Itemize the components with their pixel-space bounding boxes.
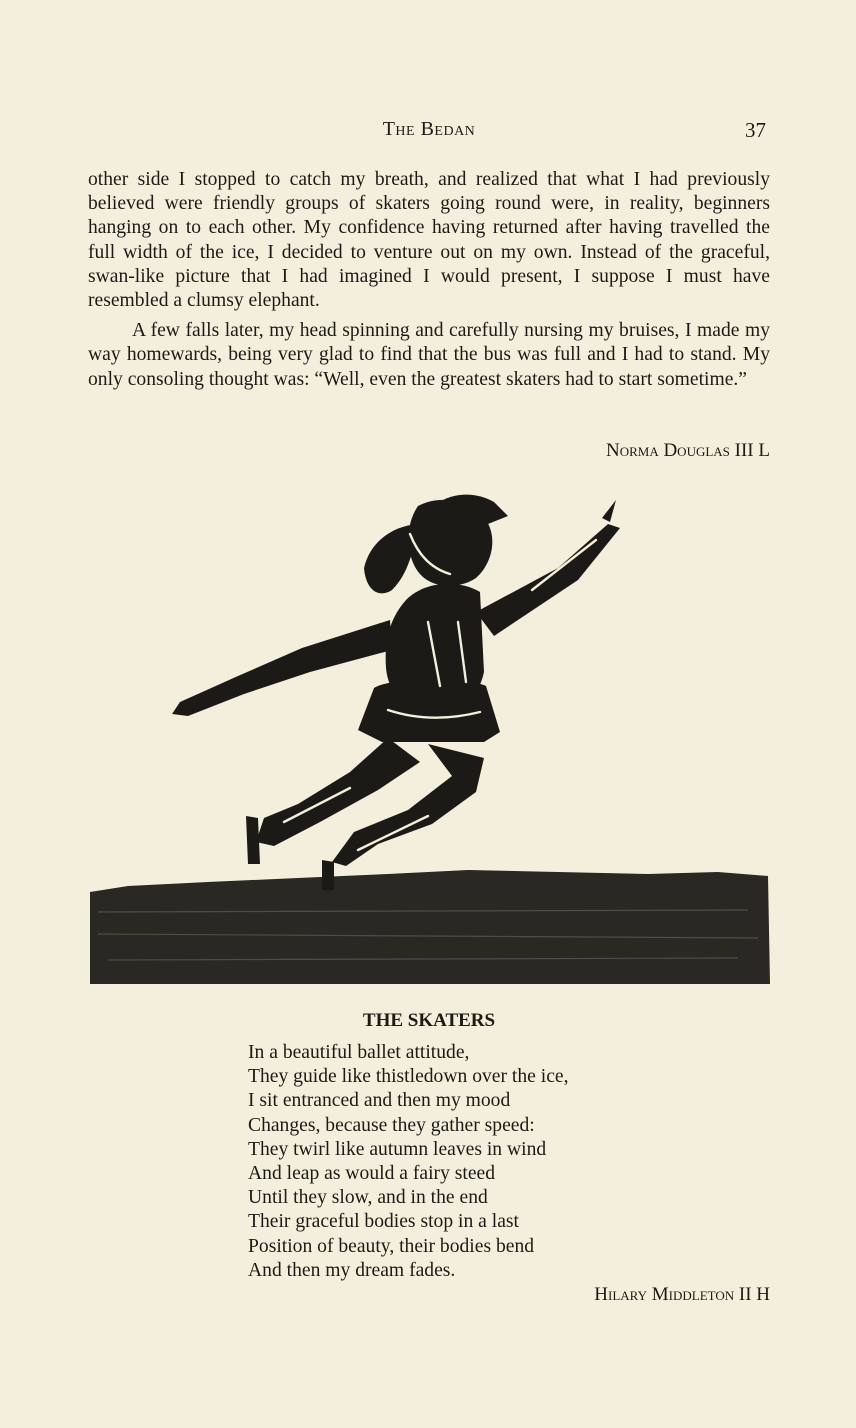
poem-line: I sit entranced and then my mood [248,1090,511,1112]
poem-line: Their graceful bodies stop in a last [248,1211,519,1233]
poem-line: Until they slow, and in the end [248,1187,488,1209]
poem-line: And leap as would a fairy steed [248,1163,496,1185]
poem-line: And then my dream fades. [248,1259,456,1281]
essay-text [88,168,770,398]
poem-title: THE SKATERS [362,1010,496,1031]
leaping-skater-linocut-icon [88,472,770,988]
poem-line: Position of beauty, their bodies bend [248,1235,535,1257]
running-title: The Bedan [382,118,476,140]
poem-line: They twirl like autumn leaves in wind [248,1138,547,1160]
poem-line: Changes, because they gather speed: [248,1114,535,1136]
page-header [88,118,770,148]
poem-line: They guide like thistledown over the ice, [248,1066,569,1088]
poem-line: In a beautiful ballet attitude, [248,1042,470,1063]
poem-author: Hilary Middleton II H [594,1284,770,1305]
essay-paragraph: other side I stopped to catch my breath, and realized that what I had previously believed were friendly groups of skaters going round were, in reality, beginners hanging on to each other. My confidence having returned after having travelled the full width of the ice, I decided to venture out on my own. Instead of the graceful, swan-like picture that I had imagined I would present, I suppose I must have resembled a clumsy elephant. [88,169,770,312]
page-number: 37 [745,118,766,142]
poem-body [248,1041,728,1283]
essay-paragraph: A few falls later, my head spinning and carefully nursing my bruises, I made my way homewards, being very glad to find that the bus was full and I had to stand. My only consoling thought was: “Well, even the greatest skaters had to start sometime.” [88,320,770,390]
essay-author: Norma Douglas III L [605,440,770,461]
